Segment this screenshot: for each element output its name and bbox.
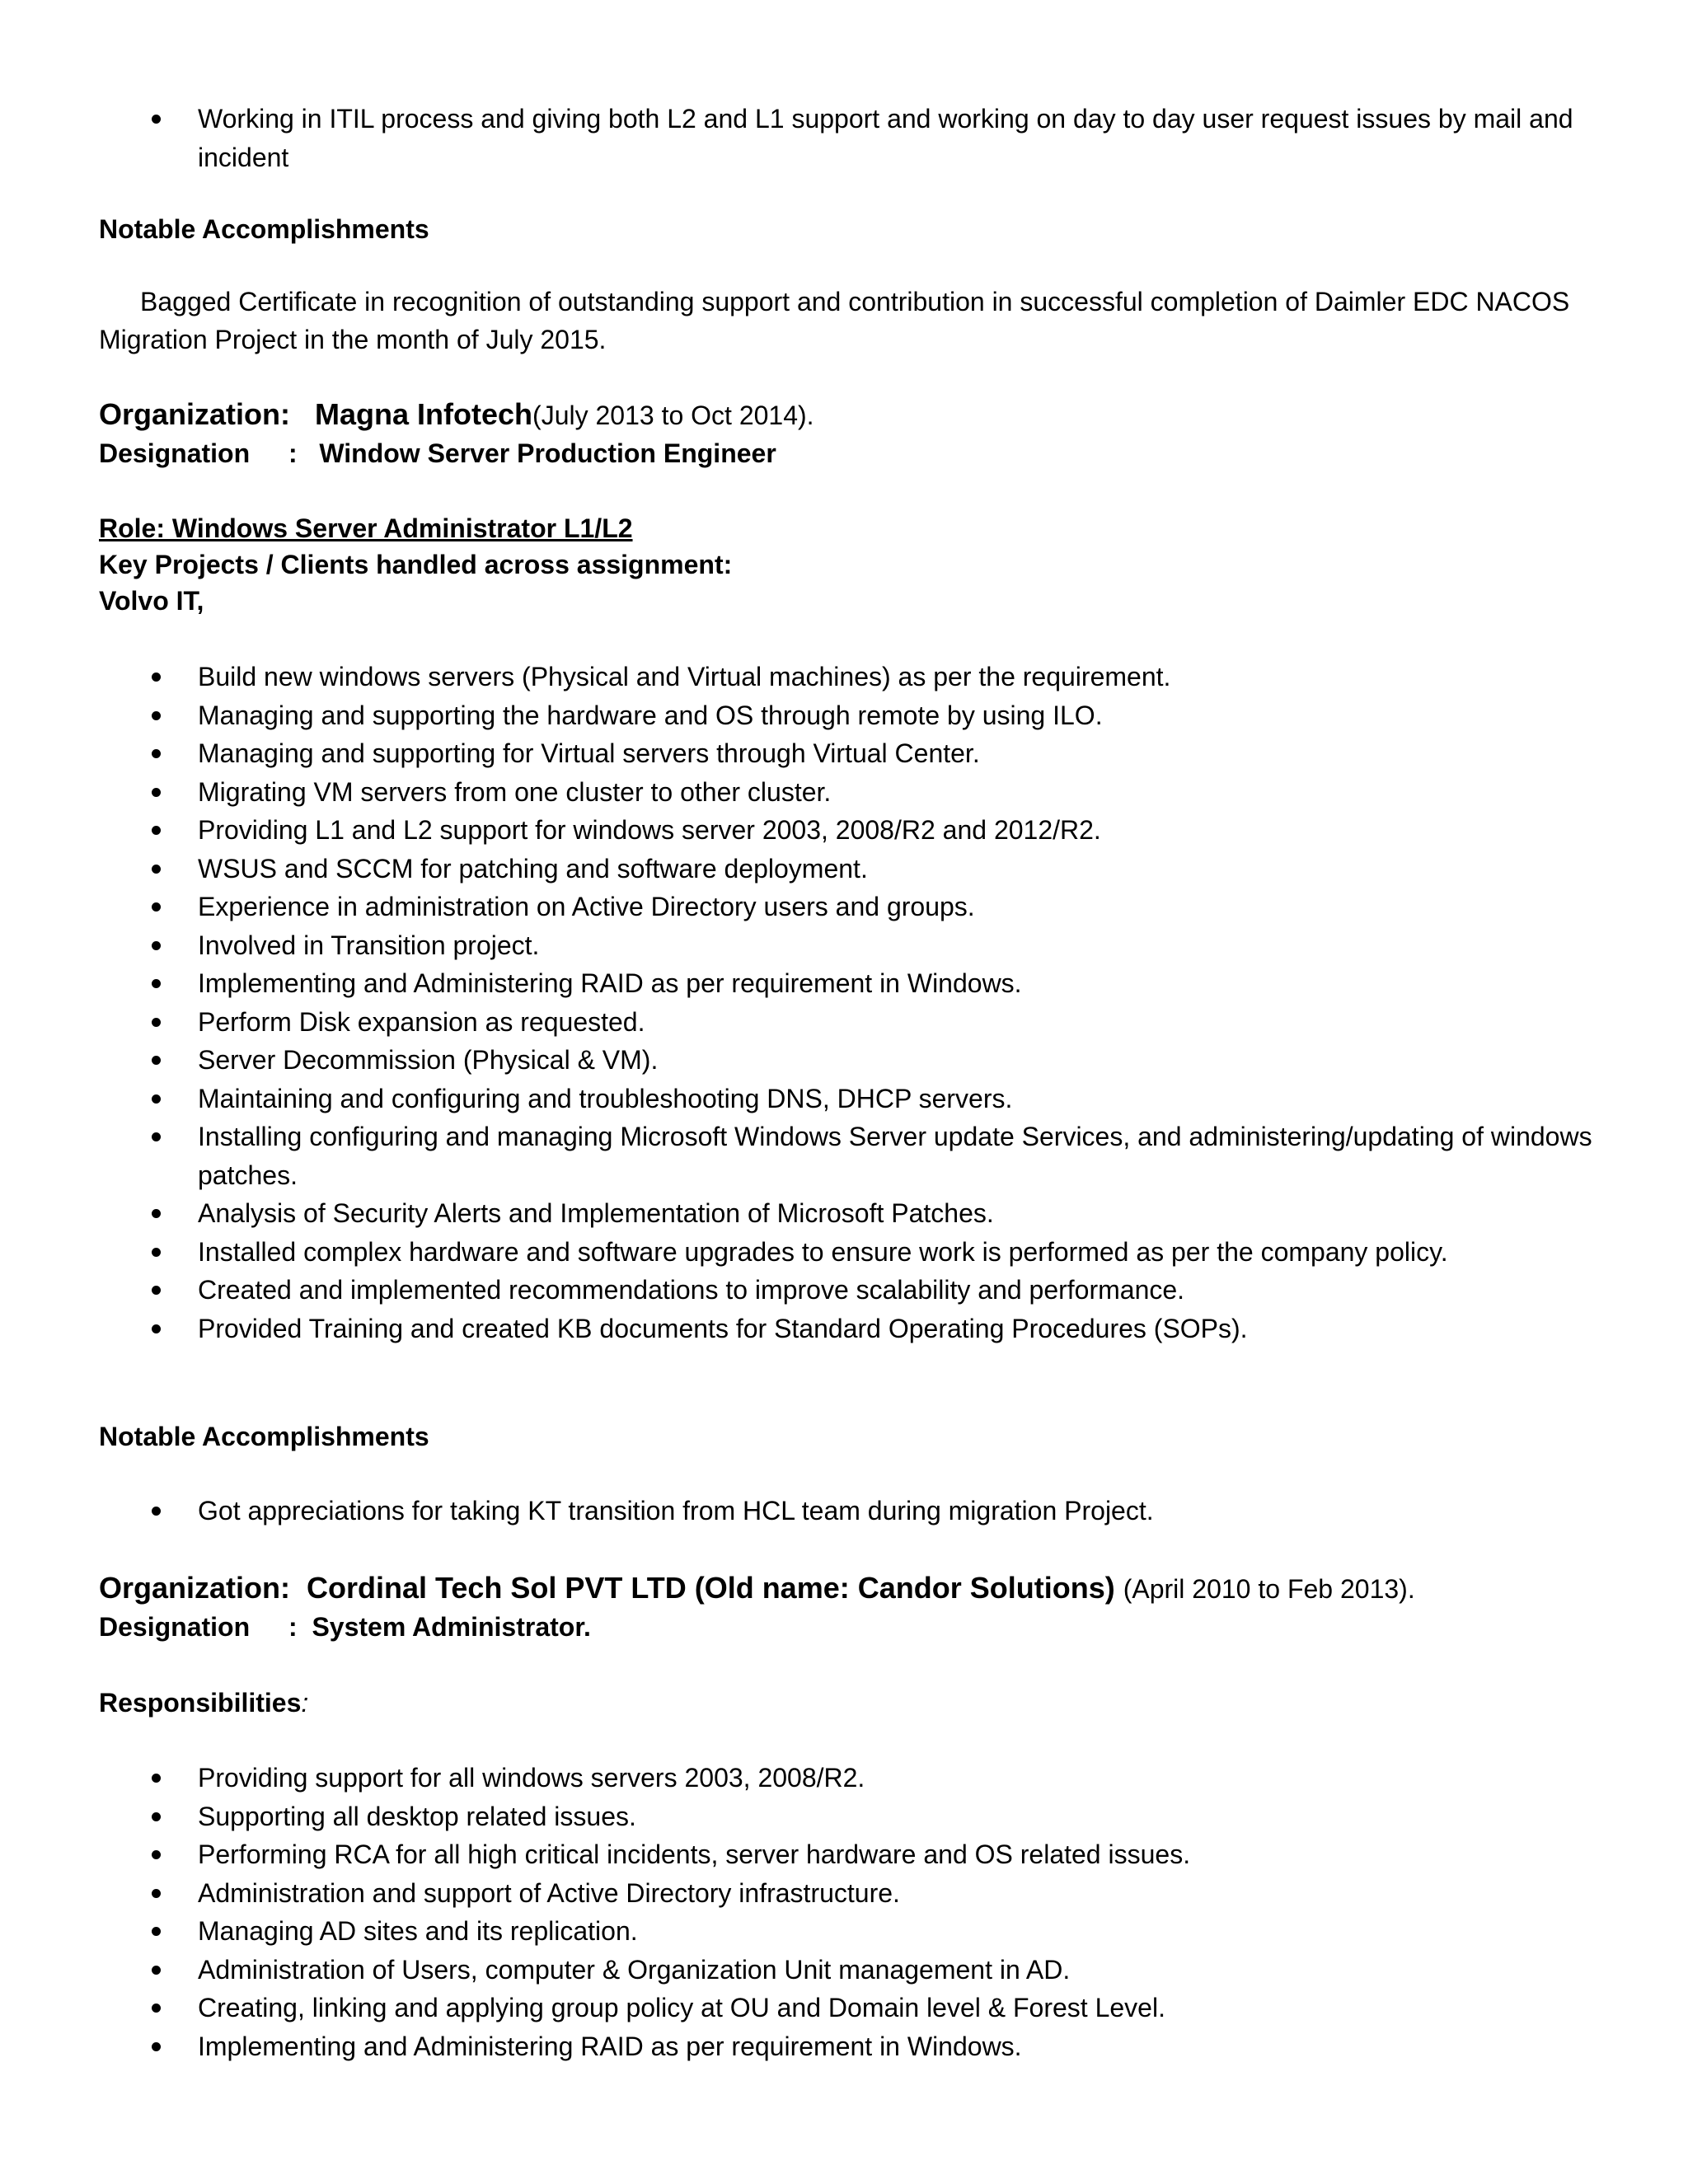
accomplishments-bullet-list (99, 1492, 1607, 1530)
bullet-icon (152, 865, 161, 874)
bullet-icon (152, 1286, 161, 1295)
bullet-icon (152, 2004, 161, 2013)
bullet-icon (152, 1889, 161, 1898)
bullet-icon (152, 1209, 161, 1218)
designation-label: Designation (99, 438, 251, 468)
cordinal-bullet-list (99, 1759, 1607, 2065)
org-name: Magna Infotech (315, 397, 533, 431)
org-period: (April 2010 to Feb 2013). (1123, 1574, 1415, 1604)
org-label: Organization: (99, 1571, 290, 1605)
responsibilities-label: Responsibilities (99, 1688, 302, 1718)
list-item: Supporting all desktop related issues. (99, 1797, 1607, 1836)
list-item: Involved in Transition project. (99, 926, 1607, 965)
list-item: Implementing and Administering RAID as per requirement in Windows. (99, 964, 1607, 1003)
bullet-icon (152, 979, 161, 988)
bullet-icon (152, 1812, 161, 1821)
client-name: Volvo IT, (99, 586, 204, 616)
bullet-icon (152, 115, 161, 124)
list-item: Working in ITIL process and giving both L2 and L1 support and working on day to day user request issues by mail and incident (99, 100, 1607, 176)
bullet-icon (152, 2042, 161, 2051)
bullet-icon (152, 711, 161, 720)
list-item: Installing configuring and managing Microsoft Windows Server update Services, and administering/updating of windows patches. (99, 1118, 1607, 1194)
accomplishments-heading: Notable Accomplishments (99, 214, 429, 244)
bullet-icon (152, 1507, 161, 1516)
list-item: Perform Disk expansion as requested. (99, 1003, 1607, 1042)
bullet-icon (152, 1927, 161, 1936)
list-item: Performing RCA for all high critical incidents, server hardware and OS related issues. (99, 1835, 1607, 1874)
org-period: (July 2013 to Oct 2014). (532, 401, 814, 430)
designation-value: Window Server Production Engineer (319, 438, 776, 468)
list-item: Experience in administration on Active Directory users and groups. (99, 888, 1607, 926)
list-item: Installed complex hardware and software upgrades to ensure work is performed as per the company policy. (99, 1233, 1607, 1272)
list-item: Got appreciations for taking KT transition from HCL team during migration Project. (99, 1492, 1607, 1530)
list-item: Maintaining and configuring and troubleshooting DNS, DHCP servers. (99, 1080, 1607, 1118)
bullet-icon (152, 1094, 161, 1104)
list-item: Provided Training and created KB documents for Standard Operating Procedures (SOPs). (99, 1310, 1607, 1348)
org-name: Cordinal Tech Sol PVT LTD (Old name: Candor Solutions) (307, 1571, 1115, 1605)
list-item: Creating, linking and applying group policy at OU and Domain level & Forest Level. (99, 1989, 1607, 2027)
bullet-icon (152, 1774, 161, 1783)
bullet-icon (152, 1248, 161, 1257)
intro-bullet-list (99, 100, 1607, 176)
list-item: Providing support for all windows servers 2003, 2008/R2. (99, 1759, 1607, 1797)
list-item: Administration of Users, computer & Organization Unit management in AD. (99, 1951, 1607, 1990)
list-item: Build new windows servers (Physical and Virtual machines) as per the requirement. (99, 658, 1607, 696)
role-line: Role: Windows Server Administrator L1/L2 (99, 513, 633, 543)
bullet-icon (152, 1018, 161, 1027)
bullet-icon (152, 749, 161, 758)
designation-sep: : (288, 438, 298, 468)
bullet-icon (152, 788, 161, 797)
bullet-icon (152, 1850, 161, 1859)
accomplishments-heading: Notable Accomplishments (99, 1422, 429, 1451)
list-item: Administration and support of Active Directory infrastructure. (99, 1874, 1607, 1913)
org-label: Organization: (99, 397, 290, 431)
bullet-icon (152, 1132, 161, 1141)
list-item: Implementing and Administering RAID as per requirement in Windows. (99, 2027, 1607, 2066)
list-item: Server Decommission (Physical & VM). (99, 1041, 1607, 1080)
responsibilities-heading (99, 1684, 1607, 1722)
key-projects-heading: Key Projects / Clients handled across assignment: (99, 550, 733, 579)
designation-line (99, 1608, 1607, 1646)
bullet-icon (152, 941, 161, 950)
designation-value: System Administrator. (312, 1612, 591, 1642)
list-item: Created and implemented recommendations to improve scalability and performance. (99, 1271, 1607, 1310)
bullet-icon (152, 1324, 161, 1333)
bullet-icon (152, 1966, 161, 1975)
list-item: WSUS and SCCM for patching and software deployment. (99, 850, 1607, 888)
responsibilities-colon: : (301, 1688, 309, 1718)
designation-label: Designation (99, 1612, 251, 1642)
bullet-icon (152, 673, 161, 682)
list-item: Providing L1 and L2 support for windows server 2003, 2008/R2 and 2012/R2. (99, 811, 1607, 850)
list-item: Managing and supporting for Virtual servers through Virtual Center. (99, 734, 1607, 773)
bullet-icon (152, 826, 161, 835)
list-item: Managing AD sites and its replication. (99, 1912, 1607, 1951)
magna-bullet-list (99, 658, 1607, 1347)
bullet-icon (152, 1056, 161, 1065)
organization-line (99, 1569, 1607, 1608)
accomplishment-text: Bagged Certificate in recognition of outstanding support and contribution in successful completion of Daimler EDC NACOS Migration Project in the month of July 2015. (99, 287, 1570, 354)
designation-line (99, 434, 1607, 472)
organization-line (99, 396, 1607, 434)
list-item: Migrating VM servers from one cluster to other cluster. (99, 773, 1607, 812)
list-item: Analysis of Security Alerts and Implementation of Microsoft Patches. (99, 1194, 1607, 1233)
bullet-icon (152, 902, 161, 912)
list-item: Managing and supporting the hardware and OS through remote by using ILO. (99, 696, 1607, 735)
designation-sep: : (288, 1612, 298, 1642)
